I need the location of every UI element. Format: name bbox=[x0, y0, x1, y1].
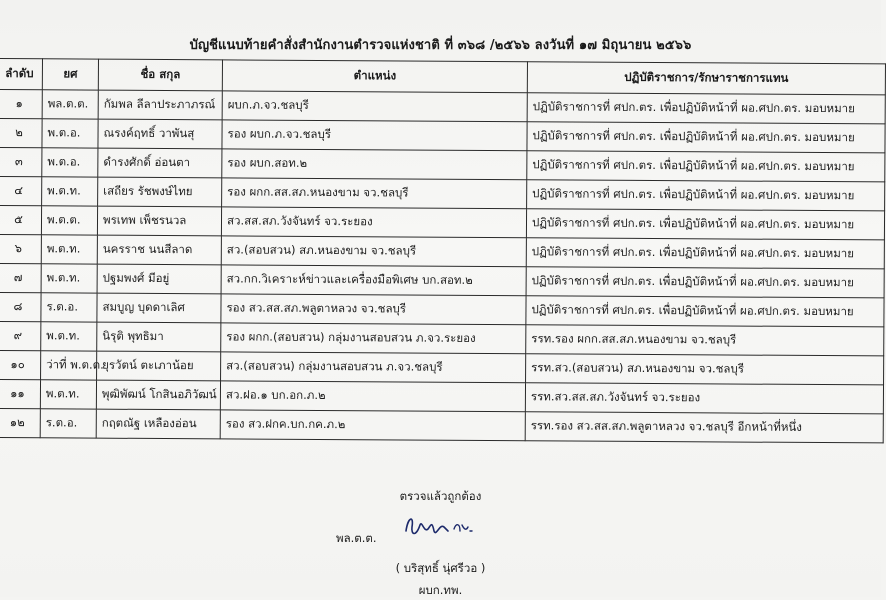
cell-position: รอง ผกก.สส.สภ.หนองขาม จว.ชลบุรี bbox=[222, 178, 527, 209]
cell-name: กัมพล ลีลาประภาภรณ์ bbox=[98, 90, 222, 120]
cell-duty: ปฏิบัติราชการที่ ศปก.ตร. เพื่อปฏิบัติหน้าที่ ผอ.ศปก.ตร. มอบหมาย bbox=[526, 296, 884, 327]
header-name: ชื่อ สกุล bbox=[98, 59, 222, 91]
cell-name: ปฐมพงศ์ มีอยู่ bbox=[97, 264, 221, 294]
cell-name: กฤตณัฐ เหลืองอ่อน bbox=[96, 409, 220, 439]
cell-duty: รรท.สว.(สอบสวน) สภ.หนองขาม จว.ชลบุรี bbox=[526, 354, 884, 385]
cell-no: ๑๒ bbox=[0, 408, 40, 437]
cell-position: รอง สว.ฝกค.บก.กค.ภ.๒ bbox=[220, 410, 525, 441]
handwritten-signature bbox=[400, 511, 480, 545]
cell-rank: พ.ต.อ. bbox=[42, 119, 98, 148]
cell-name: นครราช นนสีลาด bbox=[97, 235, 221, 265]
cell-no: ๕ bbox=[0, 206, 42, 235]
document-title: บัญชีแนบท้ายคำสั่งสำนักงานตำรวจแห่งชาติ ที่ ๓๖๘ /๒๕๖๖ ลงวันที่ ๑๗ มิถุนายน ๒๕๖๖ bbox=[189, 38, 692, 53]
signer-position: ผบก.ทพ. bbox=[418, 583, 463, 597]
cell-position: ผบก.ภ.จว.ชลบุรี bbox=[222, 91, 527, 122]
cell-no: ๑๑ bbox=[0, 379, 41, 408]
cell-rank: พ.ต.ท. bbox=[41, 322, 97, 351]
cell-position: รอง สว.สส.สภ.พลูตาหลวง จว.ชลบุรี bbox=[221, 294, 526, 325]
cell-name: สมบูญ บุดดาเลิศ bbox=[97, 293, 221, 323]
cell-rank: พ.ต.อ. bbox=[42, 148, 98, 177]
cell-no: ๒ bbox=[0, 119, 42, 148]
cell-rank: พ.ต.ท. bbox=[40, 380, 96, 409]
header-rank: ยศ bbox=[42, 59, 98, 90]
cell-no: ๗ bbox=[0, 263, 41, 292]
cell-position: สว.กก.วิเคราะห์ข่าวและเครื่องมือพิเศษ บก.สอท.๒ bbox=[221, 265, 526, 296]
cell-no: ๔ bbox=[0, 177, 42, 206]
cell-name: พรเทพ เพ็ชรนวล bbox=[97, 206, 221, 236]
cell-no: ๑๐ bbox=[0, 350, 41, 379]
cell-position: สว.ฝอ.๑ บก.อก.ภ.๒ bbox=[220, 381, 525, 412]
table-row bbox=[0, 408, 883, 442]
cell-no: ๖ bbox=[0, 234, 41, 263]
cell-duty: ปฏิบัติราชการที่ ศปก.ตร. เพื่อปฏิบัติหน้าที่ ผอ.ศปก.ตร. มอบหมาย bbox=[526, 209, 884, 240]
cell-no: ๙ bbox=[0, 321, 41, 350]
cell-position: รอง ผบก.ภ.จว.ชลบุรี bbox=[222, 120, 527, 151]
cell-rank: ร.ต.อ. bbox=[41, 293, 97, 322]
cell-duty: ปฏิบัติราชการที่ ศปก.ตร. เพื่อปฏิบัติหน้าที่ ผอ.ศปก.ตร. มอบหมาย bbox=[527, 180, 885, 211]
cell-rank: พ.ต.ท. bbox=[41, 235, 97, 264]
cell-rank: พ.ต.ต. bbox=[41, 206, 97, 235]
cell-position: สว.สส.สภ.วังจันทร์ จว.ระยอง bbox=[221, 207, 526, 238]
cell-name: พุฒิพัฒน์ โกสินอภิวัฒน์ bbox=[96, 380, 220, 410]
header-no: ลำดับ bbox=[0, 59, 42, 90]
header-duty: ปฏิบัติราชการ/รักษาราชการแทน bbox=[527, 62, 885, 95]
cell-name: นิรุติ พุทธิมา bbox=[97, 322, 221, 352]
cell-name: เสถียร รัชพงษ์ไทย bbox=[98, 177, 222, 207]
cell-duty: ปฏิบัติราชการที่ ศปก.ตร. เพื่อปฏิบัติหน้าที่ ผอ.ศปก.ตร. มอบหมาย bbox=[526, 267, 884, 298]
cell-no: ๘ bbox=[0, 292, 41, 321]
table-body bbox=[0, 90, 885, 443]
cell-no: ๑ bbox=[0, 90, 42, 119]
cell-position: รอง ผบก.สอท.๒ bbox=[222, 149, 527, 180]
cell-position: สว.(สอบสวน) กลุ่มงานสอบสวน ภ.จว.ชลบุรี bbox=[221, 352, 526, 383]
cell-rank: ร.ต.อ. bbox=[40, 409, 96, 438]
cell-duty: รรท.สว.สส.สภ.วังจันทร์ จว.ระยอง bbox=[525, 383, 883, 414]
cell-duty: รรท.รอง ผกก.สส.สภ.หนองขาม จว.ชลบุรี bbox=[526, 325, 884, 356]
signer-name: ( บริสุทธิ์ นุ่ศรีวอ ) bbox=[395, 561, 486, 575]
cell-duty: ปฏิบัติราชการที่ ศปก.ตร. เพื่อปฏิบัติหน้าที่ ผอ.ศปก.ตร. มอบหมาย bbox=[526, 238, 884, 269]
cell-duty: ปฏิบัติราชการที่ ศปก.ตร. เพื่อปฏิบัติหน้าที่ ผอ.ศปก.ตร. มอบหมาย bbox=[527, 151, 885, 182]
cell-position: สว.(สอบสวน) สภ.หนองขาม จว.ชลบุรี bbox=[221, 236, 526, 267]
cell-name: ณรงค์ฤทธิ์ วาพันสุ bbox=[98, 119, 222, 149]
cell-duty: ปฏิบัติราชการที่ ศปก.ตร. เพื่อปฏิบัติหน้าที่ ผอ.ศปก.ตร. มอบหมาย bbox=[527, 93, 885, 124]
cell-rank: พล.ต.ต. bbox=[42, 90, 98, 119]
cell-no: ๓ bbox=[0, 148, 42, 177]
verified-text: ตรวจแล้วถูกต้อง bbox=[399, 489, 482, 503]
cell-rank: ว่าที่ พ.ต.ต. bbox=[41, 351, 97, 380]
cell-position: รอง ผกก.(สอบสวน) กลุ่มงานสอบสวน ภ.จว.ระยอง bbox=[221, 323, 526, 354]
cell-duty: รรท.รอง สว.สส.สภ.พลูตาหลวง จว.ชลบุรี อีกหน้าที่หนึ่ง bbox=[525, 412, 883, 443]
appointment-table bbox=[0, 58, 886, 443]
cell-rank: พ.ต.ท. bbox=[41, 264, 97, 293]
cell-rank: พ.ต.ท. bbox=[42, 177, 98, 206]
cell-duty: ปฏิบัติราชการที่ ศปก.ตร. เพื่อปฏิบัติหน้าที่ ผอ.ศปก.ตร. มอบหมาย bbox=[527, 122, 885, 153]
signer-rank: พล.ต.ต. bbox=[336, 531, 377, 545]
cell-name: ดำรงศักดิ์ อ่อนตา bbox=[98, 148, 222, 178]
cell-name: ยุรวัตน์ ตะเภาน้อย bbox=[97, 351, 221, 381]
header-position: ตำแหน่ง bbox=[222, 60, 527, 93]
